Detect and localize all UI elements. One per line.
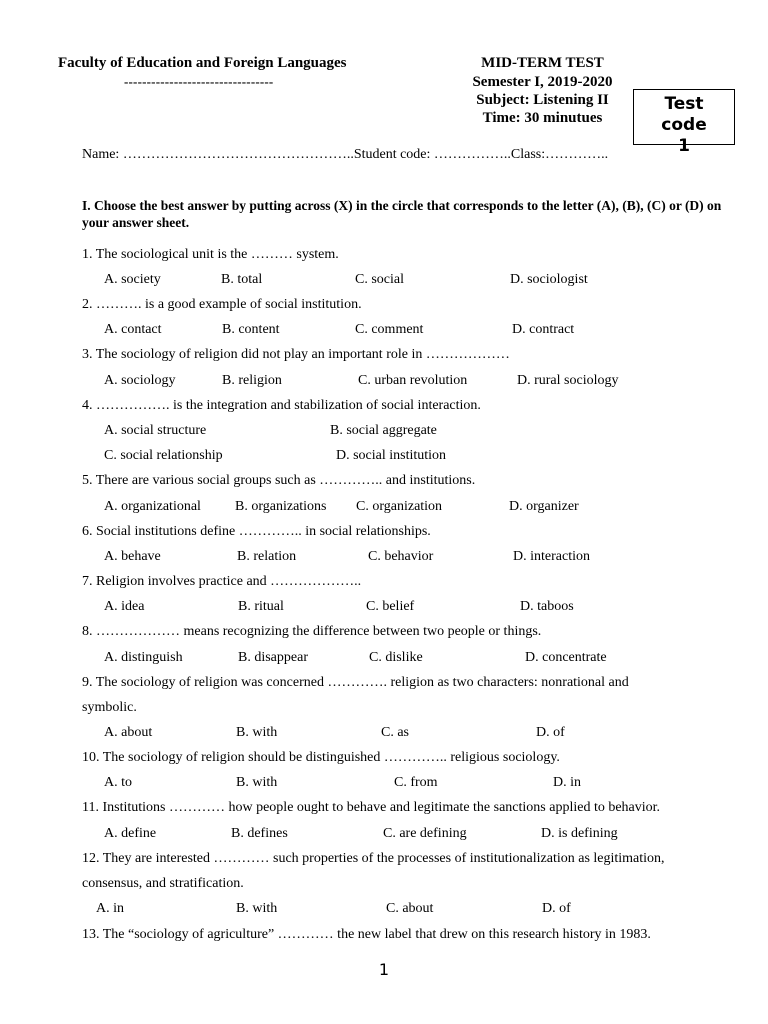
option-c: C. organization <box>356 499 443 514</box>
time-limit: Time: 30 minutues <box>482 110 603 126</box>
option-b: B. defines <box>231 826 288 841</box>
question-9-continued: symbolic. <box>82 700 137 715</box>
option-b: B. ritual <box>238 599 284 614</box>
option-d: D. contract <box>512 322 575 337</box>
question-8: 8. ……………… means recognizing the difference between two people or things. <box>82 624 542 639</box>
option-b: B. social aggregate <box>330 423 437 438</box>
option-c: C. urban revolution <box>358 373 468 388</box>
option-a: A. society <box>104 272 161 287</box>
page-number: 1 <box>378 960 390 979</box>
option-c: C. belief <box>366 599 415 614</box>
test-title: MID-TERM TEST <box>481 55 604 71</box>
option-a: A. in <box>96 901 124 916</box>
option-c: C. are defining <box>383 826 467 841</box>
option-a: A. define <box>104 826 157 841</box>
option-d: D. concentrate <box>525 650 607 665</box>
question-4: 4. ……………. is the integration and stabilization of social interaction. <box>82 398 481 413</box>
option-c: C. social relationship <box>104 448 223 463</box>
section-instruction: I. Choose the best answer by putting across (X) in the circle that corresponds to the letter (A), (B), (C) or (D) on your answer sheet. <box>82 198 722 230</box>
option-c: C. as <box>381 725 409 740</box>
option-a: A. behave <box>104 549 161 564</box>
question-12-continued: consensus, and stratification. <box>82 876 244 891</box>
option-a: A. contact <box>104 322 162 337</box>
faculty-name: Faculty of Education and Foreign Languages <box>58 55 347 71</box>
option-a: A. to <box>104 775 132 790</box>
header-divider: --------------------------------- <box>124 74 274 89</box>
question-6: 6. Social institutions define ………….. in social relationships. <box>82 524 431 539</box>
option-b: B. organizations <box>235 499 327 514</box>
option-c: C. behavior <box>368 549 434 564</box>
test-code-value: 1 <box>678 136 690 156</box>
option-d: D. in <box>553 775 581 790</box>
option-b: B. content <box>222 322 280 337</box>
subject: Subject: Listening II <box>476 92 609 108</box>
question-5: 5. There are various social groups such as ………….. and institutions. <box>82 473 476 488</box>
question-11: 11. Institutions ………… how people ought to behave and legitimate the sanctions applied to behavior. <box>82 800 661 815</box>
option-b: B. total <box>221 272 263 287</box>
question-13: 13. The “sociology of agriculture” ………… the new label that drew on this research history in 1983. <box>82 927 651 942</box>
option-d: D. of <box>536 725 565 740</box>
option-c: C. about <box>386 901 434 916</box>
option-b: B. with <box>236 725 278 740</box>
question-10: 10. The sociology of religion should be distinguished ………….. religious sociology. <box>82 750 560 765</box>
option-d: D. of <box>542 901 571 916</box>
test-code-label: Test code <box>661 94 707 135</box>
option-c: C. social <box>355 272 404 287</box>
option-d: D. is defining <box>541 826 618 841</box>
option-a: A. sociology <box>104 373 176 388</box>
option-d: D. social institution <box>336 448 447 463</box>
question-1: 1. The sociological unit is the ……… system. <box>82 247 339 262</box>
option-a: A. about <box>104 725 153 740</box>
option-d: D. interaction <box>513 549 590 564</box>
question-3: 3. The sociology of religion did not play an important role in ……………… <box>82 347 510 362</box>
option-c: C. comment <box>355 322 424 337</box>
option-b: B. with <box>236 901 278 916</box>
option-a: A. social structure <box>104 423 207 438</box>
option-c: C. from <box>394 775 438 790</box>
option-b: B. religion <box>222 373 282 388</box>
question-7: 7. Religion involves practice and ……………….. <box>82 574 362 589</box>
option-d: D. sociologist <box>510 272 588 287</box>
question-2: 2. ………. is a good example of social institution. <box>82 297 362 312</box>
option-b: B. disappear <box>238 650 308 665</box>
option-d: D. organizer <box>509 499 579 514</box>
option-c: C. dislike <box>369 650 423 665</box>
question-9: 9. The sociology of religion was concerned …………. religion as two characters: nonrational and <box>82 675 629 690</box>
semester: Semester I, 2019-2020 <box>472 74 613 90</box>
option-d: D. taboos <box>520 599 574 614</box>
option-a: A. distinguish <box>104 650 183 665</box>
question-12: 12. They are interested ………… such properties of the processes of institutionalization as legitimation, <box>82 851 665 866</box>
test-code-box <box>633 89 735 156</box>
option-b: B. with <box>236 775 278 790</box>
student-info-line: Name: …………………………………………..Student code: ……………..Class:………….. <box>82 147 609 162</box>
option-a: A. idea <box>104 599 145 614</box>
option-b: B. relation <box>237 549 297 564</box>
option-a: A. organizational <box>104 499 201 514</box>
option-d: D. rural sociology <box>517 373 619 388</box>
